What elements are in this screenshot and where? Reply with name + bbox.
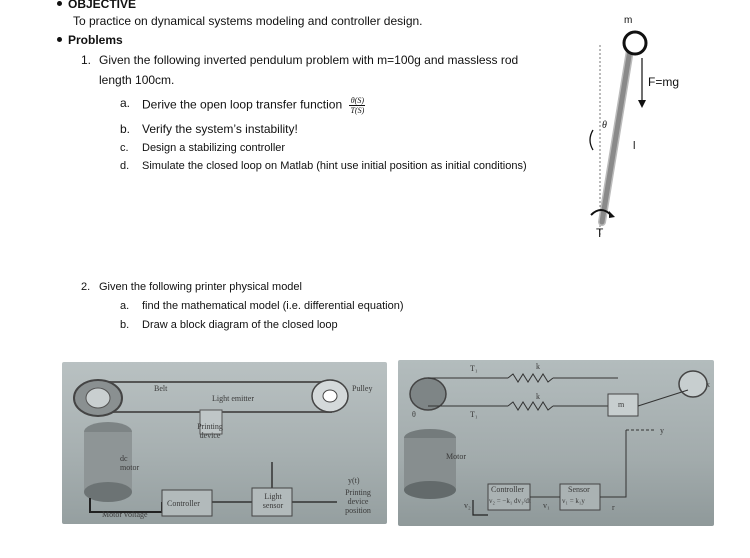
problem-1a-letter: a. [120, 96, 131, 110]
problem-2a-letter: a. [120, 300, 130, 312]
printing-device-position-label: Printing device position [345, 488, 371, 515]
problem-1b-letter: b. [120, 122, 131, 136]
mass-label: m [624, 15, 633, 26]
arrow-head-icon [638, 100, 646, 108]
y-label: y [660, 426, 664, 435]
problem-2b-letter: b. [120, 319, 130, 331]
printing-device-label: Printing device [197, 422, 223, 440]
theta-label: θ [412, 410, 416, 419]
problem-1c: Design a stabilizing controller [142, 142, 286, 154]
angle-label: θ [602, 120, 607, 131]
problem-1d-letter: d. [120, 160, 130, 172]
model-drawing [398, 360, 714, 526]
model-controller-label: Controller [491, 485, 524, 494]
problem-1-number: 1. [81, 53, 92, 67]
t1-top-label: T₁ [470, 364, 478, 373]
objective-heading: OBJECTIVE [57, 0, 136, 11]
printer-drawing [62, 362, 387, 524]
model-photo [398, 360, 714, 526]
k-top-label: k [536, 362, 540, 371]
angle-arc [590, 130, 593, 150]
belt-label: Belt [154, 384, 168, 393]
v1-label: v₁ [543, 501, 550, 510]
motor-label: Motor [446, 452, 466, 461]
transfer-function: $\frac{\theta(S)}{T(S)}$ [350, 96, 365, 115]
spring-top [508, 374, 553, 382]
printer-photo [62, 362, 387, 524]
problem-1c-letter: c. [120, 142, 129, 154]
problem-1-line2: length 100cm. [99, 73, 175, 87]
t1-mid-label: T₁ [470, 410, 478, 419]
right-pulley [679, 371, 707, 397]
sensor-equation: v₁ = k₁y [562, 497, 585, 505]
sensor-label: Sensor [568, 485, 590, 494]
yt-label: y(t) [348, 476, 360, 485]
light-emitter-label: Light emitter [212, 394, 254, 403]
bullet-icon [57, 37, 62, 42]
problem-1a: Derive the open loop transfer function $\frac{\theta(S)}{T(S)}$ [142, 96, 365, 115]
x-label: x [706, 380, 710, 389]
k-mid-label: k [536, 392, 540, 401]
problem-2b: Draw a block diagram of the closed loop [142, 319, 338, 331]
light-sensor-label: Light sensor [262, 492, 284, 510]
problem-1-line1: Given the following inverted pendulum problem with m=100g and massless rod [99, 53, 519, 67]
spring-bottom [508, 402, 553, 410]
problem-2-line1: Given the following printer physical model [99, 281, 302, 293]
v2-label: v₂ [464, 501, 471, 510]
objective-text: To practice on dynamical systems modeling and controller design. [73, 14, 423, 28]
torque-label: T [596, 226, 604, 240]
left-pulley [410, 378, 446, 410]
r-label: r [612, 503, 615, 512]
pendulum-rod [602, 50, 630, 222]
controller-label: Controller [167, 499, 200, 508]
force-label: F=mg [648, 75, 680, 89]
motor-voltage-label: Motor voltage [102, 510, 148, 519]
problems-heading: Problems [57, 33, 123, 47]
problem-2a: find the mathematical model (i.e. differential equation) [142, 300, 404, 312]
length-label: l [633, 140, 636, 152]
pulley-label: Pulley [352, 384, 373, 393]
m-label: m [618, 400, 625, 409]
dc-motor-label: dc motor [120, 454, 140, 472]
bullet-icon [57, 1, 62, 6]
controller-equation: v₂ = −k₁ dv₁/dt [489, 497, 531, 505]
torque-arrow-head-icon [609, 211, 615, 218]
pendulum-mass [624, 32, 646, 54]
problem-1b: Verify the system’s instability! [142, 122, 298, 136]
problem-1d: Simulate the closed loop on Matlab (hint use initial position as initial conditions) [142, 160, 527, 172]
problem-2-number: 2. [81, 281, 91, 293]
